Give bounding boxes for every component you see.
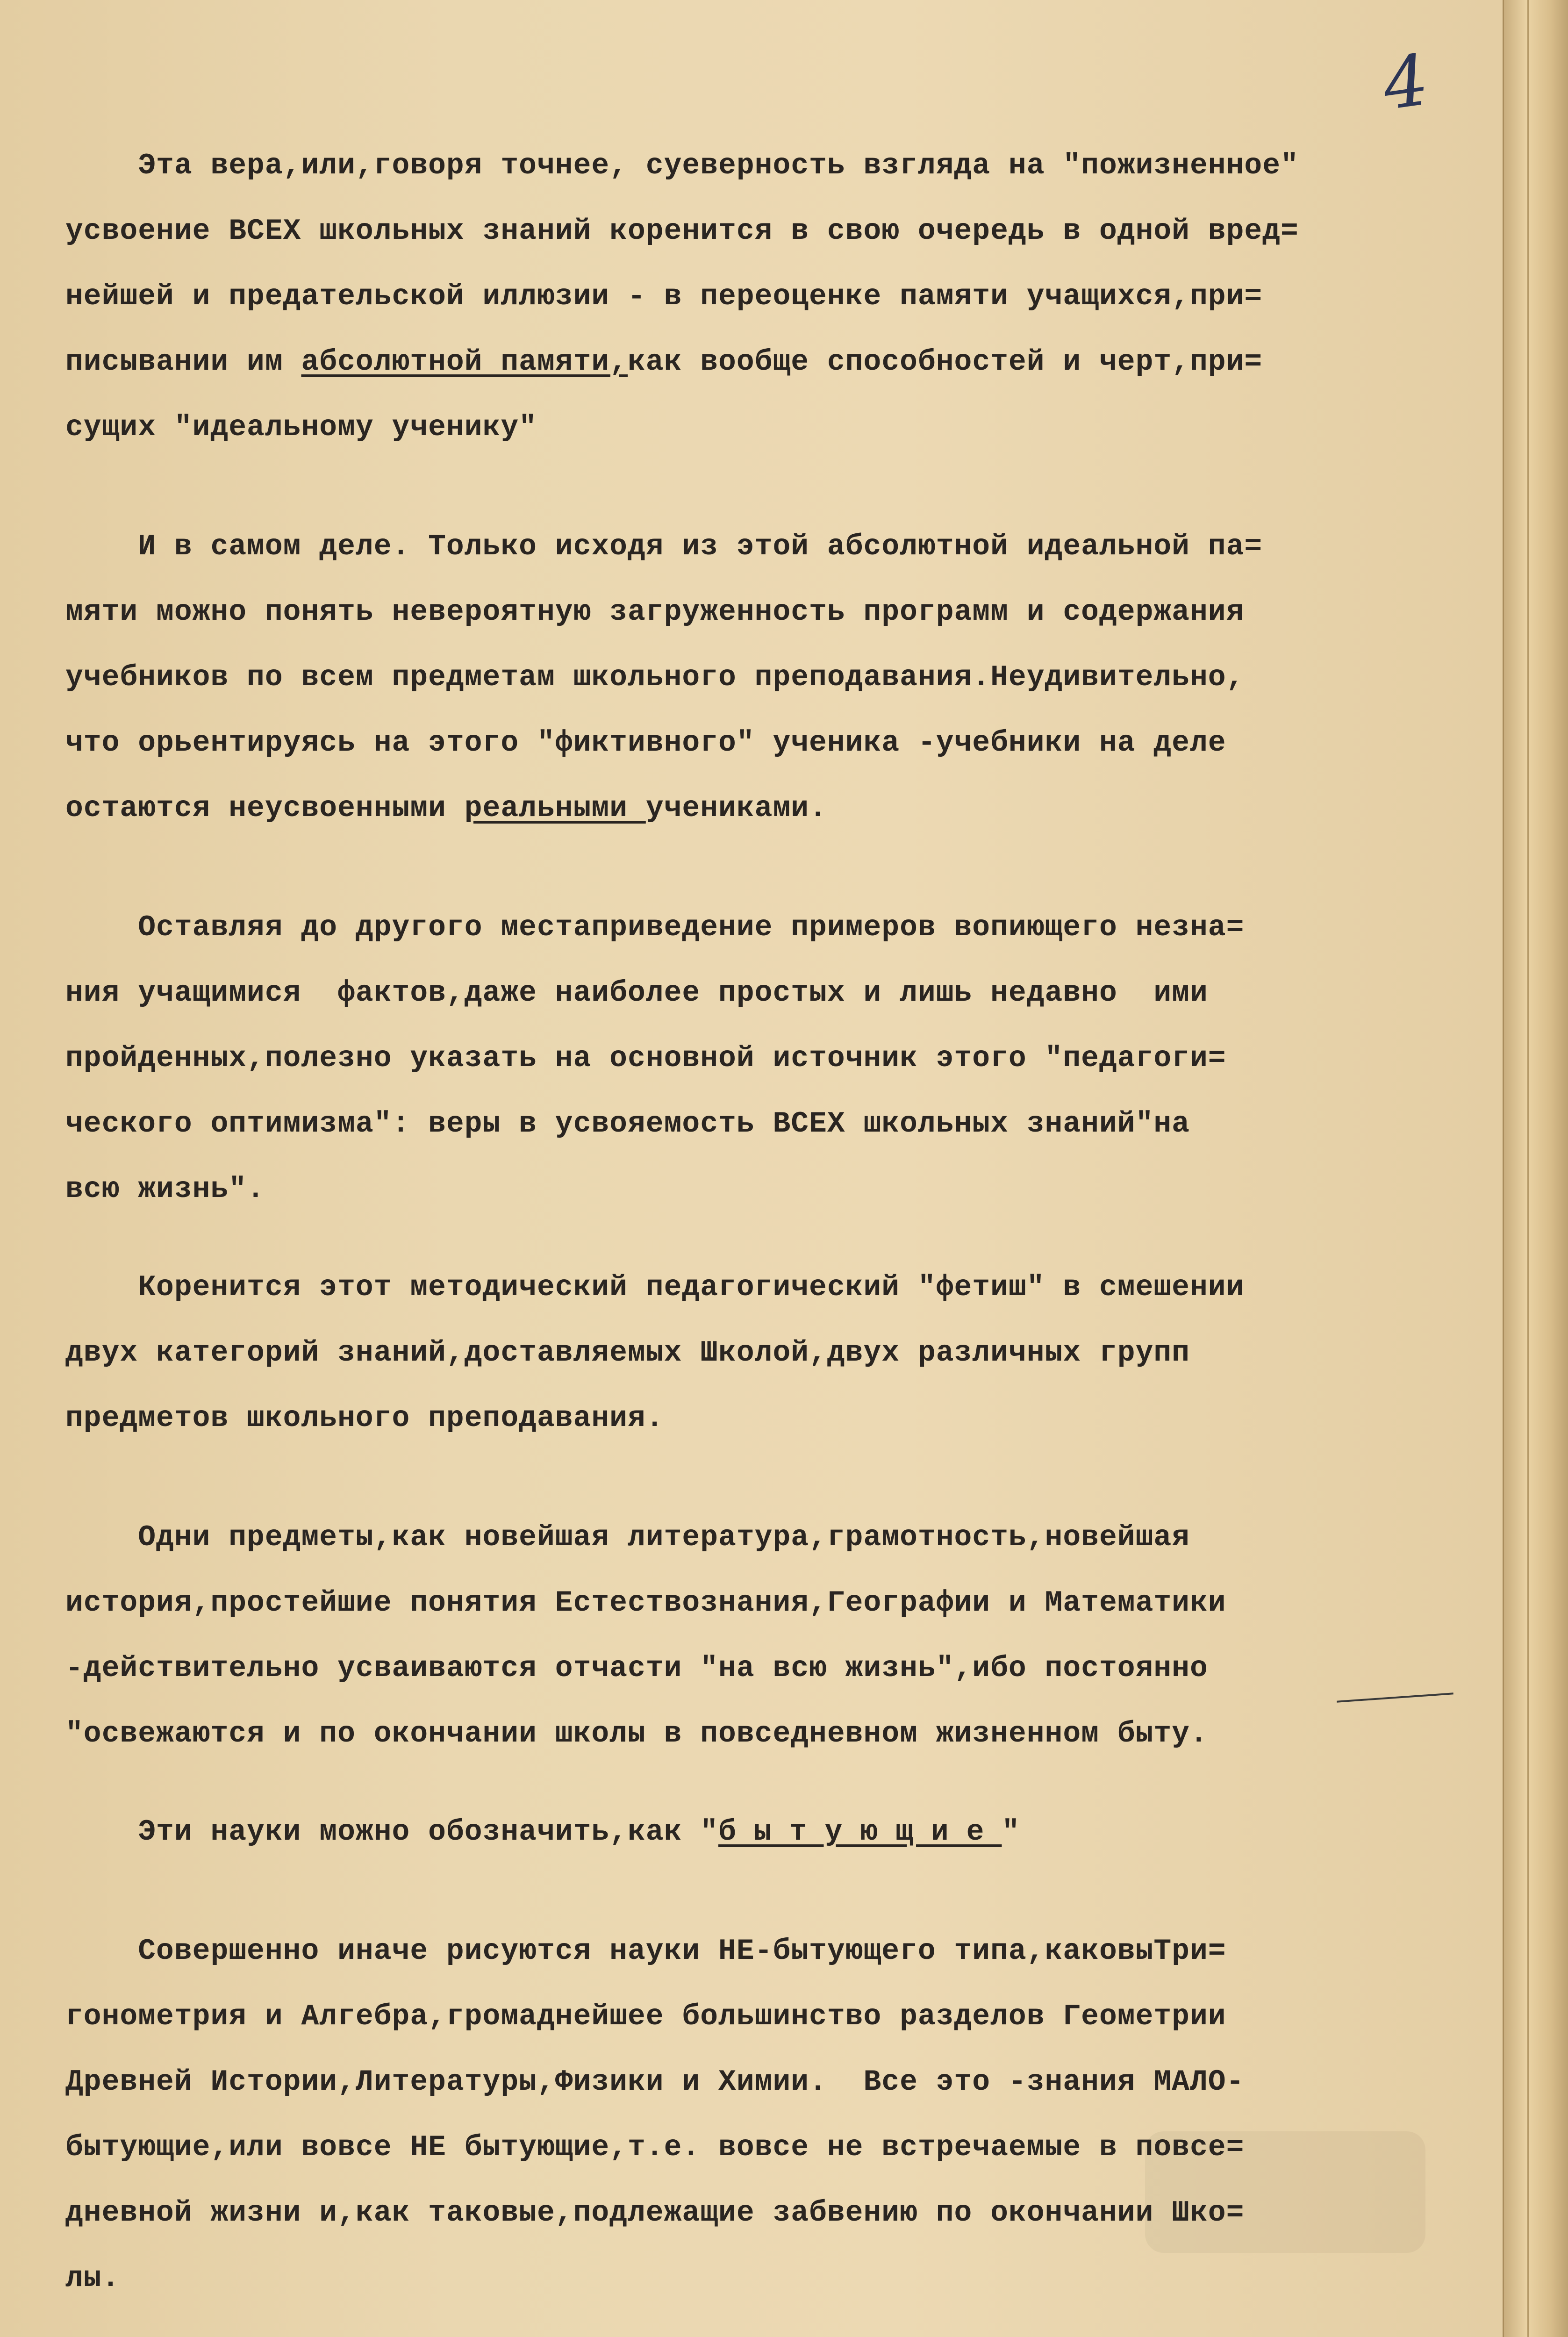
line-text: "освежаются и по окончании школы в повседневном жизненном быту. (65, 1717, 1208, 1750)
line-text: нейшей и предательской иллюзии - в переоценке памяти учащихся,при= (65, 280, 1263, 313)
text-line (65, 2180, 1449, 2246)
line-text: Одни предметы,как новейшая литература,грамотность,новейшая (65, 1521, 1190, 1554)
text-line (65, 776, 1449, 841)
line-text: история,простейшие понятия Естествознания,Географии и Математики (65, 1586, 1226, 1620)
paragraph-gap (65, 460, 1449, 514)
text-line (65, 1919, 1449, 1984)
line-text: ния учащимися фактов,даже наиболее простых и лишь недавно ими (65, 976, 1208, 1010)
line-text-after: учениками. (645, 792, 827, 825)
paragraph-gap (65, 1865, 1449, 1919)
line-text: бытующие,или вовсе НЕ бытующие,т.е. вовсе не встречаемые в повсе= (65, 2131, 1245, 2164)
text-line (65, 580, 1449, 645)
text-line (65, 133, 1449, 199)
text-line (65, 1701, 1449, 1767)
line-text: учебников по всем предметам школьного преподавания.Неудивительно, (65, 661, 1245, 694)
text-line (65, 199, 1449, 264)
text-line (65, 1386, 1449, 1451)
page-binding-edge (1503, 0, 1568, 2337)
text-line (65, 895, 1449, 961)
line-text: мяти можно понять невероятную загруженность программ и содержания (65, 595, 1245, 629)
paragraph-gap (65, 841, 1449, 895)
text-line (65, 645, 1449, 710)
line-text: сущих "идеальному ученику" (65, 411, 537, 444)
text-line (65, 330, 1449, 395)
line-text: писывании им (65, 345, 301, 379)
underlined-text: реальными (464, 792, 646, 825)
text-line (65, 1157, 1449, 1222)
line-text-after: " (1002, 1815, 1020, 1849)
underlined-text: абсолютной памяти, (301, 345, 628, 379)
text-line (65, 395, 1449, 460)
line-text: Эти науки можно обозначить,как " (65, 1815, 719, 1849)
text-line (65, 2246, 1449, 2311)
line-text: двух категорий знаний,доставляемых Школой,двух различных групп (65, 1336, 1190, 1369)
text-line (65, 2115, 1449, 2180)
text-line (65, 1091, 1449, 1157)
line-text: гонометрия и Алгебра,громаднейшее большинство разделов Геометрии (65, 2000, 1226, 2033)
line-text: всю жизнь". (65, 1173, 265, 1206)
text-line (65, 514, 1449, 580)
text-line (65, 264, 1449, 330)
text-line (65, 1255, 1449, 1320)
line-text: -действительно усваиваются отчасти "на всю жизнь",ибо постоянно (65, 1652, 1208, 1685)
line-text: пройденных,полезно указать на основной источник этого "педагоги= (65, 1042, 1226, 1075)
text-line (65, 1984, 1449, 2050)
paragraph-gap (65, 2311, 1449, 2337)
line-text-after: как вообще способностей и черт,при= (628, 345, 1263, 379)
line-text: ческого оптимизма": веры в усвояемость ВСЕХ школьных знаний"на (65, 1107, 1190, 1140)
line-text: Эта вера,или,говоря точнее, суеверность взгляда на "пожизненное" (65, 149, 1299, 182)
text-line (65, 1570, 1449, 1636)
line-text: дневной жизни и,как таковые,подлежащие забвению по окончании Шко= (65, 2196, 1245, 2229)
line-text: что орьентируясь на этого "фиктивного" ученика -учебники на деле (65, 726, 1226, 760)
text-line (65, 961, 1449, 1026)
line-text: лы. (65, 2262, 120, 2295)
line-text: остаются неусвоенными (65, 792, 465, 825)
text-line (65, 1026, 1449, 1091)
line-text: усвоение ВСЕХ школьных знаний коренится в свою очередь в одной вред= (65, 215, 1299, 248)
text-line (65, 1799, 1449, 1865)
text-line (65, 1320, 1449, 1386)
paragraph-gap (65, 1222, 1449, 1255)
line-text: Коренится этот методический педагогический "фетиш" в смешении (65, 1271, 1245, 1304)
line-text: Совершенно иначе рисуются науки НЕ-бытующего типа,каковыТри= (65, 1935, 1226, 1968)
text-line (65, 2050, 1449, 2115)
handwritten-page-number: 4 (1378, 39, 1434, 126)
underlined-text: бытующие (718, 1815, 1002, 1849)
typewritten-body (65, 133, 1449, 2337)
line-text: предметов школьного преподавания. (65, 1402, 664, 1435)
text-line (65, 1636, 1449, 1701)
text-line (65, 1505, 1449, 1570)
paragraph-gap (65, 1767, 1449, 1799)
paragraph-gap (65, 1451, 1449, 1505)
line-text: И в самом деле. Только исходя из этой абсолютной идеальной па= (65, 530, 1263, 563)
line-text: Древней Истории,Литературы,Физики и Химии. Все это -знания МАЛО- (65, 2065, 1245, 2099)
text-line (65, 710, 1449, 776)
line-text: Оставляя до другого местаприведение примеров вопиющего незна= (65, 911, 1245, 944)
